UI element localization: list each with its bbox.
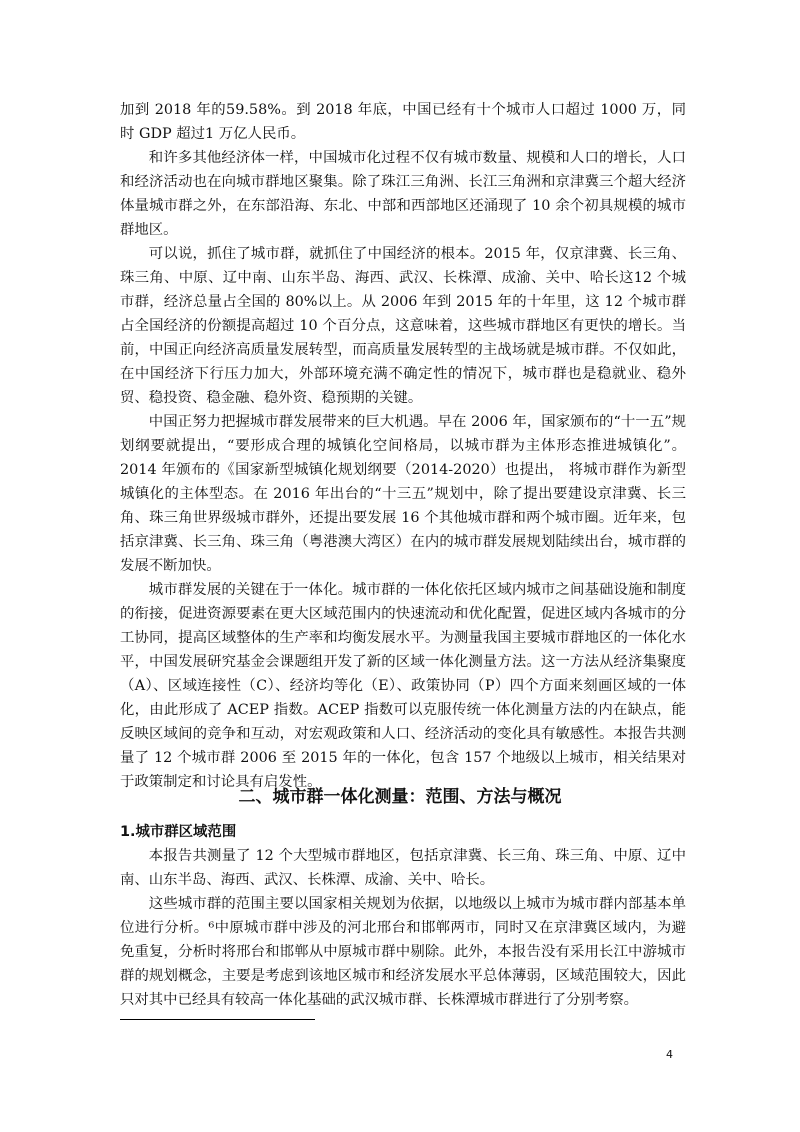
- footnote-divider: [120, 1019, 315, 1020]
- section-title: 二、城市群一体化测量：范围、方法与概况: [238, 787, 562, 807]
- body-text: [120, 98, 686, 794]
- section-paragraph-1: 本报告共测量了 12 个大型城市群地区，包括京津冀、长三角、珠三角、中原、辽中南、山东半岛、海西、武汉、长株潭、成渝、关中、哈长。: [120, 848, 686, 888]
- paragraph-5: 城市群发展的关键在于一体化。城市群的一体化依托区域内城市之间基础设施和制度的衔接，促进资源要素在更大区域范围内的快速流动和优化配置，促进区域内各城市的分工协同，提高区域整体的生产率和均衡发展水平。为测量我国主要城市群地区的一体化水平，中国发展研究基金会课题组开发了新的区域一体化测量方法。这一方法从经济集聚度（A）、区域连接性（C）、经济均等化（E）、政策协同（P）四个方面来刻画区域的一体化，由此形成了 ACEP 指数。ACEP 指数可以克服传统一体化测量方法的内在缺点，能反映区域间的竞争和互动，对宏观政策和人口、经济活动的变化具有敏感性。本报告共测量了 12 个城市群 2006 至 2015 年的一体化，包含 157 个地级以上城市，相关结果对于政策制定和讨论具有启发性。: [120, 582, 686, 790]
- section-paragraph-2: 这些城市群的范围主要以国家相关规划为依据，以地级以上城市为城市群内部基本单位进行分析。⁶中原城市群中涉及的河北邢台和邯郸两市，同时又在京津冀区域内，为避免重复，分析时将邢台和邯郸从中原城市群中剔除。此外，本报告没有采用长江中游城市群的规划概念，主要是考虑到该地区城市和经济发展水平总体薄弱，区域范围较大，因此只对其中已经具有较高一体化基础的武汉城市群、长株潭城市群进行了分别考察。: [120, 896, 686, 1008]
- page-number: 4: [666, 1048, 673, 1061]
- paragraph-1: 加到 2018 年的59.58%。到 2018 年底，中国已经有十个城市人口超过 1000 万，同时 GDP 超过1 万亿人民币。: [120, 102, 686, 142]
- subsection-title: 1.城市群区域范围: [120, 824, 237, 840]
- section-body: [120, 844, 686, 1012]
- paragraph-2: 和许多其他经济体一样，中国城市化过程不仅有城市数量、规模和人口的增长，人口和经济活动也在向城市群地区聚集。除了珠江三角洲、长江三角洲和京津冀三个超大经济体量城市群之外，在东部沿海、东北、中部和西部地区还涌现了 10 余个初具规模的城市群地区。: [120, 150, 686, 238]
- paragraph-4: 中国正努力把握城市群发展带来的巨大机遇。早在 2006 年，国家颁布的“十一五”规划纲要就提出，“要形成合理的城镇化空间格局，以城市群为主体形态推进城镇化”。2014 年颁布的《国家新型城镇化规划纲要（2014-2020）也提出， 将城市群作为新型城镇化的主体型态。在 2016 年出台的“十三五”规划中，除了提出要建设京津冀、长三角、珠三角世界级城市群外，还提出要发展 16 个其他城市群和两个城市圈。近年来，包括京津冀、长三角、珠三角（粤港澳大湾区）在内的城市群发展规划陆续出台，城市群的发展不断加快。: [120, 414, 686, 574]
- paragraph-3: 可以说，抓住了城市群，就抓住了中国经济的根本。2015 年，仅京津冀、长三角、珠三角、中原、辽中南、山东半岛、海西、武汉、长株潭、成渝、关中、哈长这12 个城市群，经济总量占全国的 80%以上。从 2006 年到 2015 年的十年里，这 12 个城市群占全国经济的份额提高超过 10 个百分点，这意味着，这些城市群地区有更快的增长。当前，中国正向经济高质量发展转型，而高质量发展转型的主战场就是城市群。不仅如此，在中国经济下行压力加大，外部环境充满不确定性的情况下，城市群也是稳就业、稳外贸、稳投资、稳金融、稳外资、稳预期的关键。: [120, 246, 686, 406]
